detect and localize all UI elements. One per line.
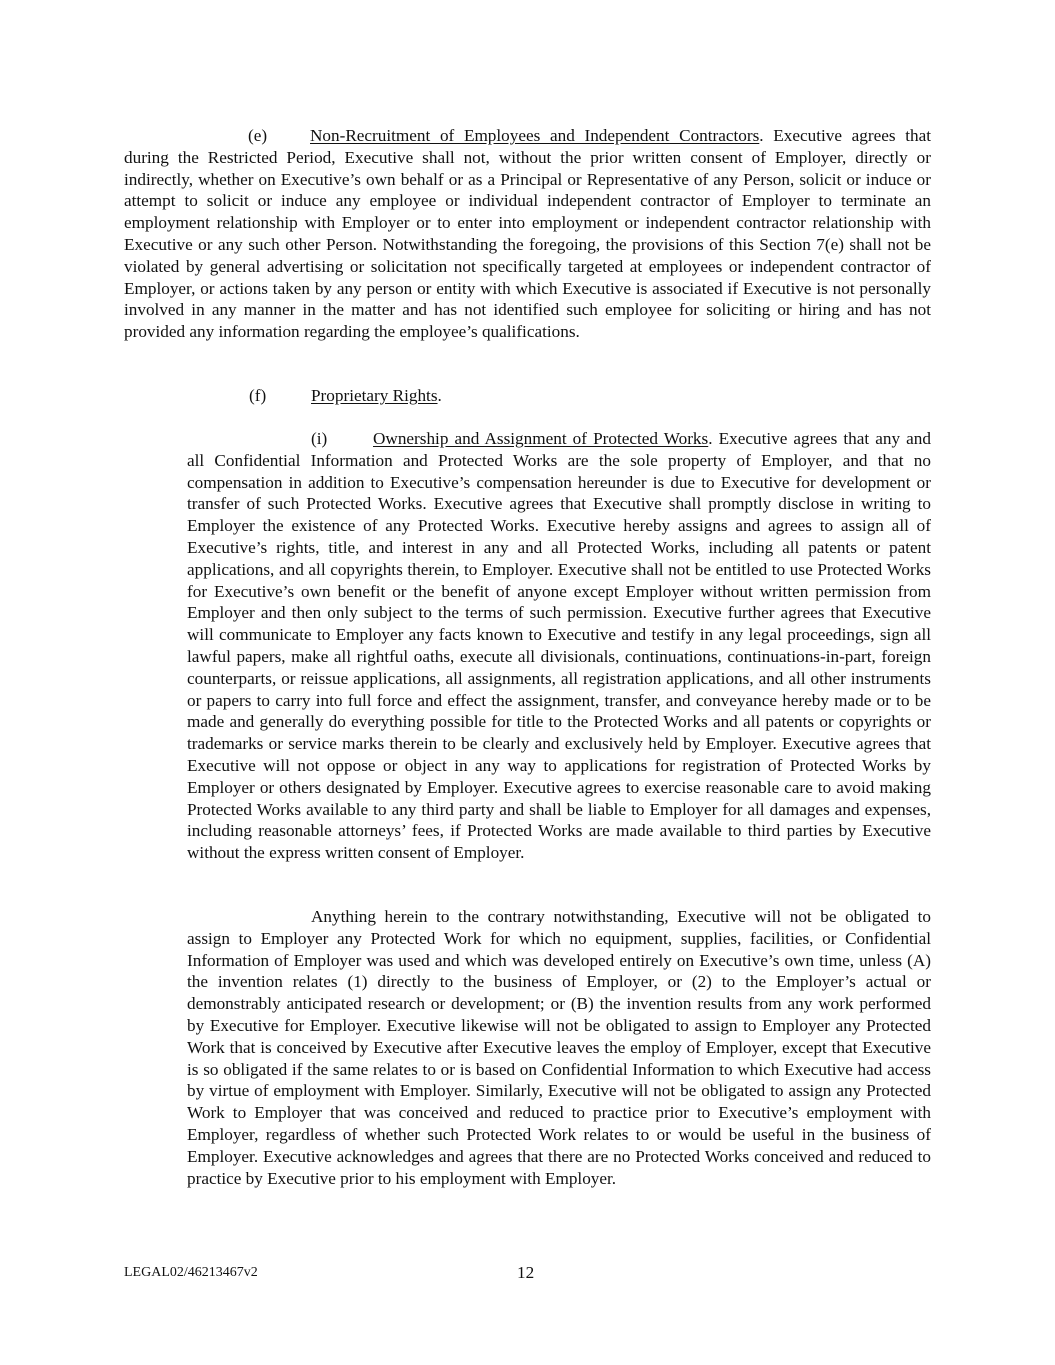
- section-f-i-continuation-body: Anything herein to the contrary notwithstanding, Executive will not be obligated to assign to Employer any Protected Work for which no equipment, supplies, facilities, or Confidential Information of Employer was used and which was developed entirely on Executive’s own time, unless (A) the invention relates (1) directly to the business of Employer, or (2) to the Employer’s actual or demonstrably anticipated research or development; or (B) the invention results from any work performed by Executive for Employer. Executive likewise will not be obligated to assign to Employer any Protected Work that is conceived by Executive after Executive leaves the employ of Employer, except that Executive is so obligated if the same relates to or is based on Confidential Information to which Executive had access by virtue of employment with Employer. Similarly, Executive will not be obligated to assign any Protected Work to Employer that was conceived and reduced to practice prior to Executive’s employment with Employer, regardless of whether such Protected Work relates to or would be useful in the business of Employer. Executive acknowledges and agrees that there are no Protected Works conceived and reduced to practice by Executive prior to his employment with Employer.: [187, 907, 931, 1188]
- section-f-heading-punct: .: [437, 386, 442, 405]
- section-f-i-paragraph: [187, 428, 931, 864]
- section-e-marker: (e): [248, 126, 268, 145]
- section-e-heading: Non-Recruitment of Employees and Independent Contractors: [310, 126, 760, 145]
- footer-document-id: LEGAL02/46213467v2: [124, 1265, 258, 1280]
- section-f-i-heading: Ownership and Assignment of Protected Works: [373, 429, 709, 448]
- section-e-paragraph: [124, 125, 931, 343]
- section-f-heading: Proprietary Rights: [311, 386, 438, 405]
- section-f-paragraph: [249, 385, 931, 407]
- section-f-marker: (f): [249, 386, 267, 405]
- section-e-heading-punct: .: [759, 126, 764, 145]
- section-f-i-body: Executive agrees that any and all Confidential Information and Protected Works are the sole property of Employer, and that no compensation in addition to Executive’s compensation hereunder is due to Executive for development or transfer of such Protected Works. Executive agrees that Executive shall promptly disclose in writing to Employer the existence of any Protected Works. Executive hereby assigns and agrees to assign all of Executive’s rights, title, and interest in any and all Protected Works, including all patents or patent applications, and all copyrights therein, to Employer. Executive shall not be entitled to use Protected Works for Executive’s own benefit or the benefit of anyone except Employer without written permission from Employer and then only subject to the terms of such permission. Executive further agrees that Executive will communicate to Employer any facts known to Executive and testify in any legal proceedings, sign all lawful papers, make all rightful oaths, execute all divisionals, continuations, continuations-in-part, foreign counterparts, or reissue applications, all assignments, all registration applications, and all other instruments or papers to carry into full force and effect the assignment, transfer, and conveyance hereby made or to be made and generally do everything possible for title to the Protected Works and all patents or copyrights or trademarks or service marks therein to be clearly and exclusively held by Employer. Executive agrees that Executive will not oppose or object in any way to applications for registration of Protected Works by Employer or others designated by Employer. Executive agrees to exercise reasonable care to avoid making Protected Works available to any third party and shall be liable to Employer for all damages and expenses, including reasonable attorneys’ fees, if Protected Works are made available to third parties by Executive without the express written consent of Employer.: [187, 429, 931, 863]
- section-f-i-marker: (i): [311, 429, 328, 448]
- section-f-i-heading-punct: .: [708, 429, 713, 448]
- section-e-body: Executive agrees that during the Restricted Period, Executive shall not, without the prior written consent of Employer, directly or indirectly, whether on Executive’s own behalf or as a Principal or Representative of any Person, solicit or induce or attempt to solicit or induce any employee or individual independent contractor of Employer to terminate an employment relationship with Employer or to enter into employment or independent contractor relationship with Executive or any such other Person. Notwithstanding the foregoing, the provisions of this Section 7(e) shall not be violated by general advertising or solicitation not specifically targeted at employees or independent contractor of Employer, or actions taken by any person or entity with which Executive is associated if Executive is not personally involved in any manner in the matter and has not identified such employee for soliciting or hiring and has not provided any information regarding the employee’s qualifications.: [124, 126, 931, 342]
- section-f-i-continuation-paragraph: [187, 906, 931, 1189]
- footer-page-number: 12: [517, 1263, 535, 1282]
